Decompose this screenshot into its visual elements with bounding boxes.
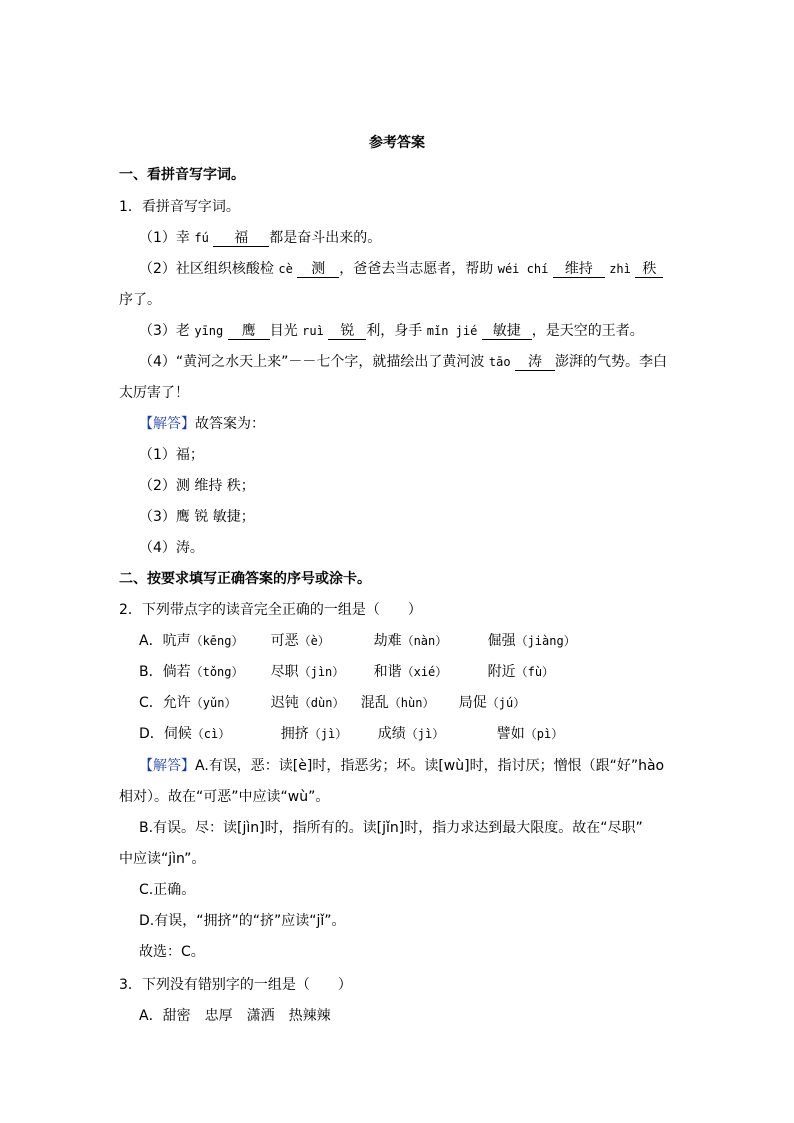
pinyin: fú — [194, 231, 209, 245]
answer-blank: 锐 — [328, 323, 366, 340]
solution-tag: 【解答】 — [139, 758, 195, 774]
q1-answer: （3）鹰 锐 敏捷； — [139, 509, 255, 525]
q2-option-c: C．允许（yǔn） 迟钝（dùn） 混乱（hùn） 局促（jú） — [139, 695, 526, 711]
q2-solution-line: C.正确。 — [139, 882, 196, 898]
question-3-stem: 3．下列没有错别字的一组是（ ） — [119, 977, 352, 993]
q1-answer: （1）福； — [139, 447, 204, 463]
pinyin: zhì — [609, 262, 631, 276]
section-1-heading: 一、看拼音写字词。 — [119, 167, 245, 183]
q2-solution-line: 中应读“jìn”。 — [119, 851, 206, 867]
q1-answer: （2）测 维持 秩； — [139, 478, 255, 494]
q1-item-3: （3）老 yīng 鹰 目光 ruì 锐 利，身手 mǐn jié 敏捷 ，是天空的王者。 — [139, 323, 644, 339]
answer-blank: 鹰 — [228, 323, 270, 340]
q1-answer: （4）涛。 — [139, 540, 204, 556]
answer-blank: 敏捷 — [482, 323, 532, 340]
q2-solution-line: 【解答】A.有误，恶：读[è]时，指恶劣；坏。读[wù]时，指讨厌；憎恨（跟“好”hào — [139, 758, 665, 774]
answer-blank: 秩 — [635, 261, 663, 278]
q1-item-1: （1）幸 fú 福 都是奋斗出来的。 — [139, 230, 382, 246]
q1-item-2: （2）社区组织核酸检 cè 测 ，爸爸去当志愿者，帮助 wéi chí 维持 zhì 秩 — [139, 259, 699, 279]
question-2-stem: 2．下列带点字的读音完全正确的一组是（ ） — [119, 602, 422, 618]
answer-blank: 福 — [213, 230, 269, 247]
q2-option-a: A．吭声（kēng） 可恶（è） 劫难（nàn） 倔强（jiàng） — [139, 633, 576, 649]
pinyin: mǐn jié — [426, 324, 478, 338]
page-title: 参考答案 — [369, 135, 425, 151]
pinyin: tāo — [488, 355, 511, 369]
q1-item-4-cont: 太厉害了！ — [119, 385, 189, 401]
question-1-stem: 1．看拼音写字词。 — [119, 199, 240, 215]
answer-blank: 维持 — [553, 261, 605, 278]
q3-option-a: A．甜密 忠厚 潇洒 热辣辣 — [139, 1008, 331, 1024]
q2-option-d: D．伺候（cì） 拥挤（jì） 成绩（jì） 譬如（pì） — [139, 726, 564, 742]
q2-solution-line: 故选：C。 — [139, 944, 205, 960]
q1-solution-intro: 【解答】故答案为： — [139, 416, 265, 432]
pinyin: wéi chí — [497, 262, 549, 276]
section-2-heading: 二、按要求填写正确答案的序号或涂卡。 — [119, 571, 371, 587]
answer-blank: 测 — [297, 261, 339, 278]
answer-blank: 涛 — [515, 354, 555, 371]
q2-solution-line: B.有误。尽：读[jìn]时，指所有的。读[jǐn]时，指力求达到最大限度。故在“尽职” — [139, 820, 643, 836]
pinyin: yīng — [194, 324, 224, 338]
solution-tag: 【解答】 — [139, 416, 195, 432]
q1-item-4: （4）“黄河之水天上来”－－七个字，就描绘出了黄河波 tāo 涛 澎湃的气势。李白 — [139, 354, 668, 370]
q2-option-b: B．倘若（tǒng） 尽职（jìn） 和谐（xié） 附近（fù） — [139, 664, 555, 680]
pinyin: ruì — [302, 324, 324, 338]
q1-item-2-cont: 序了。 — [119, 292, 161, 308]
q2-solution-line: 相对）。故在“可恶”中应读“wù”。 — [119, 789, 330, 805]
pinyin: cè — [278, 262, 293, 276]
q2-solution-line: D.有误，“拥挤”的“挤”应读“jǐ”。 — [139, 913, 346, 929]
